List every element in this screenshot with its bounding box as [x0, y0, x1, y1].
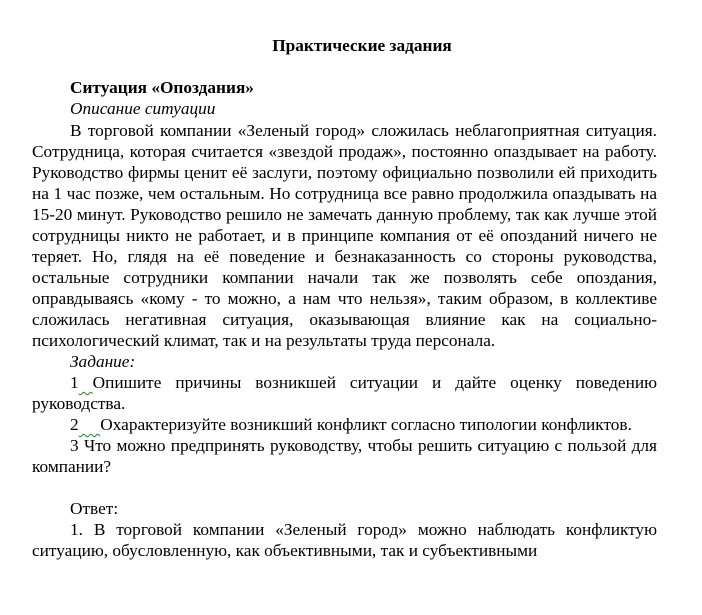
- page-heading: Практические задания: [272, 36, 452, 55]
- blank-line: [32, 477, 657, 498]
- task-item-3: [32, 435, 657, 477]
- task-item-2-number: 2: [70, 415, 79, 434]
- task-item-3-number: 3: [70, 436, 79, 455]
- task-item-2: [32, 414, 657, 435]
- situation-description-label: Описание ситуации: [70, 99, 216, 118]
- situation-title: Ситуация «Опоздания»: [70, 78, 254, 97]
- task-item-1: [32, 372, 657, 414]
- task-item-2-spacing-mark: [79, 415, 101, 434]
- task-item-2-text: Охарактеризуйте возникший конфликт согласно типологии конфликтов.: [100, 415, 632, 434]
- task-item-1-text: Опишите причины возникшей ситуации и дайте оценку поведению руководства.: [32, 373, 657, 413]
- situation-description: В торговой компании «Зеленый город» сложилась неблагоприятная ситуация. Сотрудница, которая считается «звездой продаж», постоянно опаздывает на работу. Руководство фирмы ценит её заслуги, поэтому официально позволили ей приходить на 1 час позже, чем остальным. Но сотрудница все равно продолжила опаздывать на 15-20 минут. Руководство решило не замечать данную проблему, так как лучше этой сотрудницы никто не работает, и в принципе компания от её опозданий ничего не теряет. Но, глядя на её поведение и безнаказанность со стороны руководства, остальные сотрудники компании начали так же позволять себе опоздания, оправдываясь «кому - то можно, а нам что нельзя», таким образом, в коллективе сложилась негативная ситуация, оказывающая влияние как на социально-психологический климат, так и на результаты труда персонала.: [32, 121, 657, 350]
- task-item-3-text: Что можно предпринять руководству, чтобы решить ситуацию с пользой для компании?: [32, 436, 657, 476]
- task-item-1-spacing-mark: [79, 373, 93, 392]
- document-body: [32, 120, 657, 561]
- task-item-1-number: 1: [70, 373, 79, 392]
- answer-label: Ответ:: [70, 499, 119, 518]
- task-label: Задание:: [70, 352, 136, 371]
- answer-text: 1. В торговой компании «Зеленый город» можно наблюдать конфликтую ситуацию, обусловленную, как объективными, так и субъективными: [32, 520, 657, 560]
